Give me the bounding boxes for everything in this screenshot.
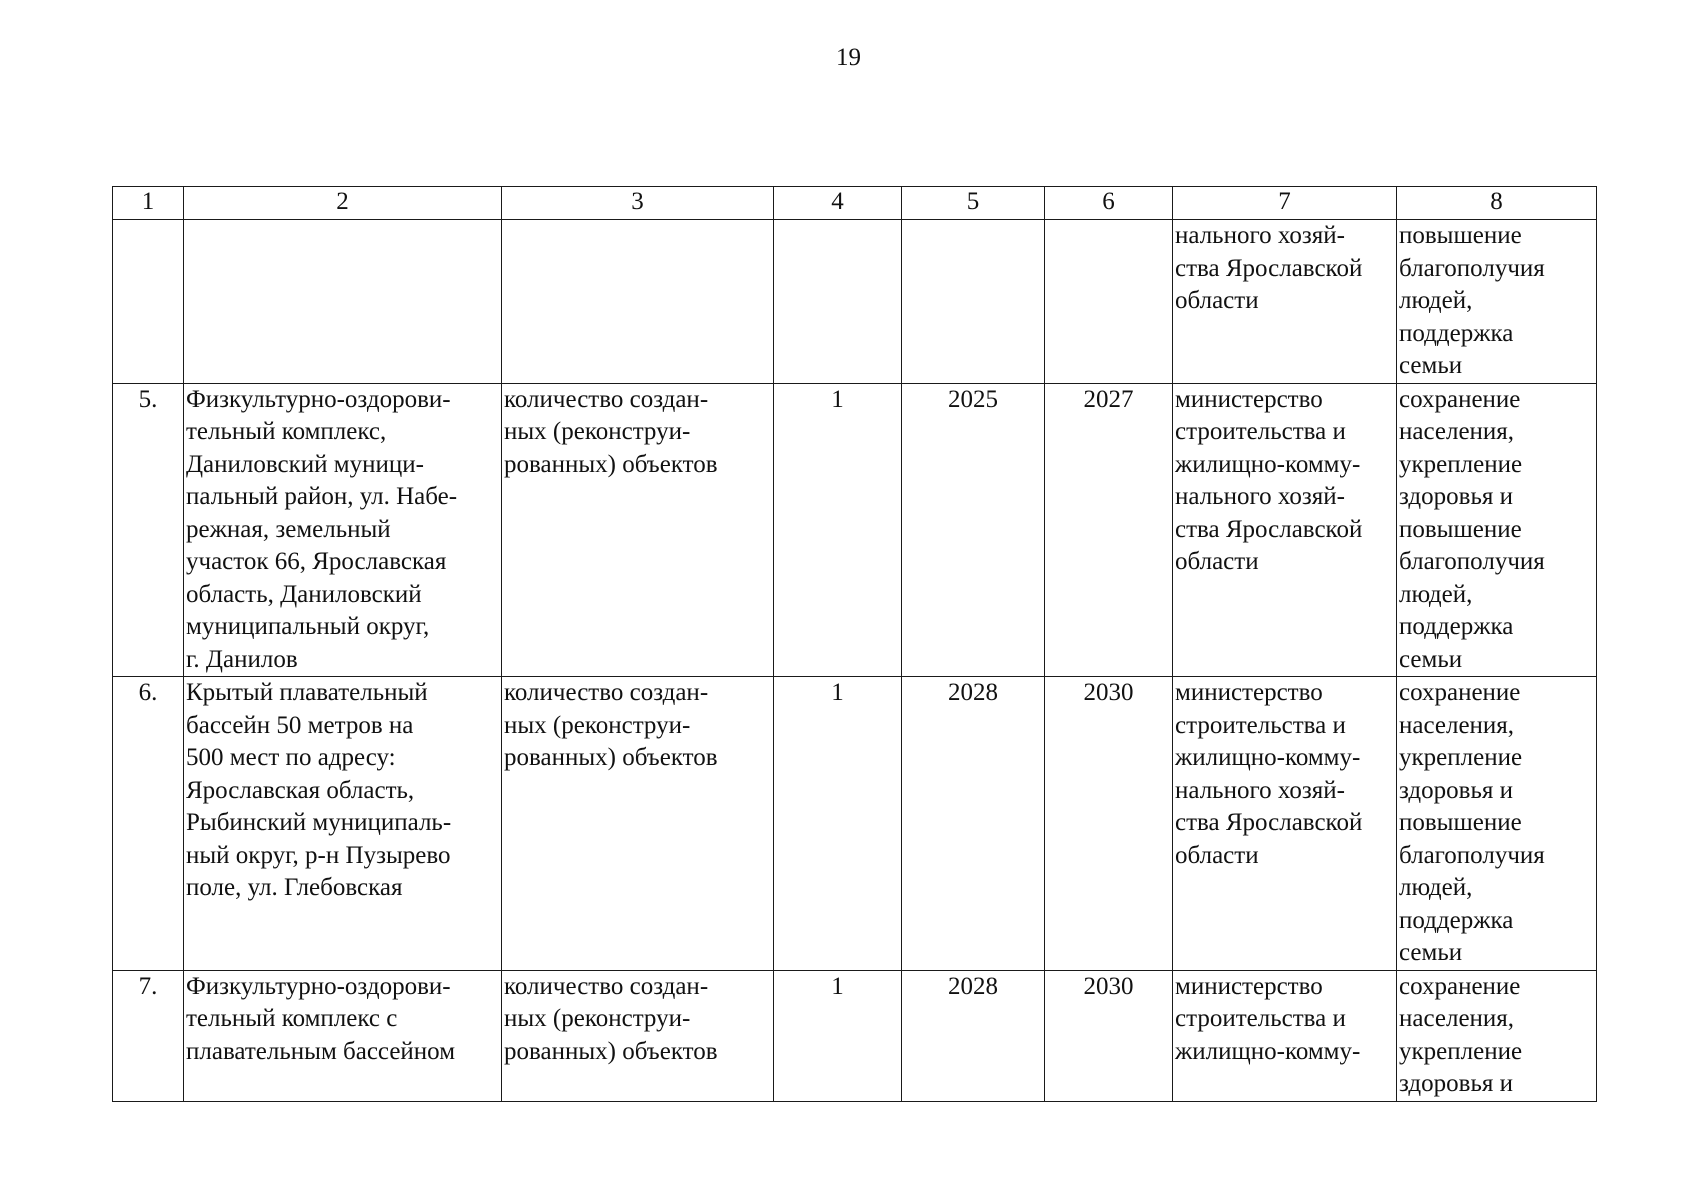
goal: повышение благополучия людей, поддержка семьи [1397, 220, 1597, 384]
object-name [184, 220, 502, 384]
responsible: нального хозяй- ства Ярославской области [1173, 220, 1397, 384]
header-col-5: 5 [902, 187, 1045, 220]
start-year: 2028 [902, 677, 1045, 971]
row-number: 6. [113, 677, 184, 971]
indicator [502, 220, 774, 384]
table-row [113, 677, 1597, 971]
responsible: министерство строительства и жилищно-комму- [1173, 970, 1397, 1101]
table-row [113, 970, 1597, 1101]
object-count: 1 [774, 677, 902, 971]
end-year [1045, 220, 1173, 384]
indicator: количество создан- ных (реконструи- рованных) объектов [502, 383, 774, 677]
responsible: министерство строительства и жилищно-комму- нального хозяй- ства Ярославской области [1173, 383, 1397, 677]
header-col-8: 8 [1397, 187, 1597, 220]
responsible: министерство строительства и жилищно-комму- нального хозяй- ства Ярославской области [1173, 677, 1397, 971]
table-row [113, 383, 1597, 677]
start-year: 2028 [902, 970, 1045, 1101]
object-count: 1 [774, 970, 902, 1101]
row-number [113, 220, 184, 384]
header-col-6: 6 [1045, 187, 1173, 220]
end-year: 2030 [1045, 677, 1173, 971]
projects-table [112, 186, 1597, 1102]
start-year: 2025 [902, 383, 1045, 677]
indicator: количество создан- ных (реконструи- рованных) объектов [502, 677, 774, 971]
goal: сохранение населения, укрепление здоровья и повышение благополучия людей, поддержка семьи [1397, 677, 1597, 971]
object-name: Физкультурно-оздорови- тельный комплекс, Даниловский муници- пальный район, ул. Набе- режная, земельный участок 66, Ярославская область, Даниловский муниципальный округ, г. Данилов [184, 383, 502, 677]
header-col-2: 2 [184, 187, 502, 220]
row-number: 7. [113, 970, 184, 1101]
header-col-4: 4 [774, 187, 902, 220]
header-col-1: 1 [113, 187, 184, 220]
row-number: 5. [113, 383, 184, 677]
goal: сохранение населения, укрепление здоровья и [1397, 970, 1597, 1101]
object-count: 1 [774, 383, 902, 677]
header-col-3: 3 [502, 187, 774, 220]
table-row-continuation [113, 220, 1597, 384]
start-year [902, 220, 1045, 384]
end-year: 2030 [1045, 970, 1173, 1101]
header-row [113, 187, 1597, 220]
object-name: Физкультурно-оздорови- тельный комплекс с плавательным бассейном [184, 970, 502, 1101]
object-count [774, 220, 902, 384]
end-year: 2027 [1045, 383, 1173, 677]
indicator: количество создан- ных (реконструи- рованных) объектов [502, 970, 774, 1101]
object-name: Крытый плавательный бассейн 50 метров на 500 мест по адресу: Ярославская область, Рыбинский муниципаль- ный округ, р-н Пузырево поле, ул. Глебовская [184, 677, 502, 971]
page-number: 19 [836, 44, 861, 71]
goal: сохранение населения, укрепление здоровья и повышение благополучия людей, поддержка семьи [1397, 383, 1597, 677]
header-col-7: 7 [1173, 187, 1397, 220]
